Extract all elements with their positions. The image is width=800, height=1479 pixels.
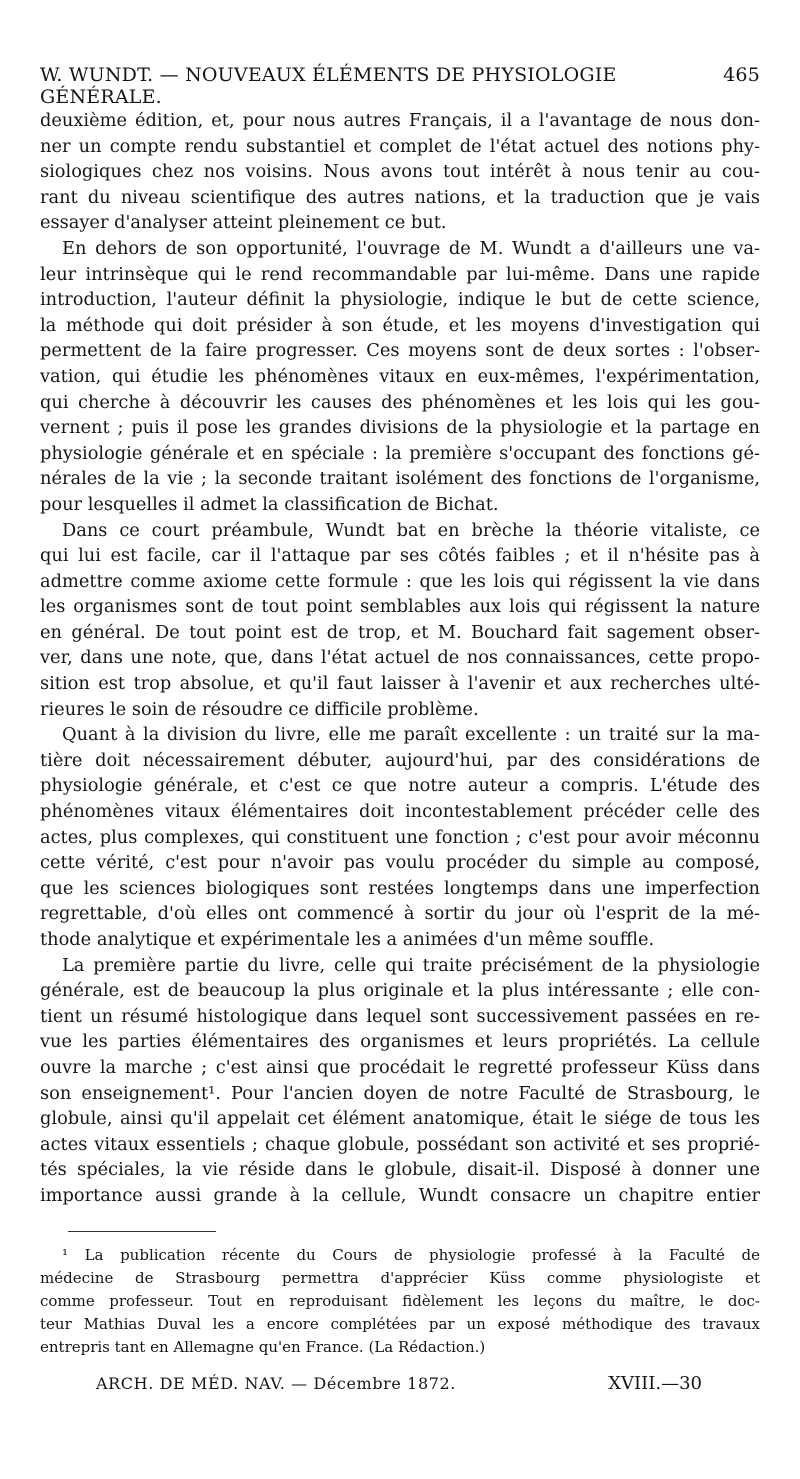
text-line: rieures le soin de résoudre ce difficile problème.: [40, 698, 479, 720]
text-line: vernent ; puis il pose les grandes divisions de la physiologie et la partage en: [40, 417, 760, 439]
text-line: leur intrinsèque qui le rend recommandable par lui-même. Dans une rapide: [40, 263, 760, 285]
text-line: importance aussi grande à la cellule, Wundt consacre un chapitre entier: [40, 1184, 760, 1206]
page-footer: [40, 1373, 760, 1394]
text-line: que les sciences biologiques sont restées longtemps dans une imperfection: [40, 877, 760, 899]
footnote: [40, 1244, 760, 1359]
text-line: tés spéciales, la vie réside dans le globule, disait-il. Disposé à donner une: [40, 1159, 760, 1181]
text-line: en général. De tout point est de trop, et M. Bouchard fait sagement obser-: [40, 621, 760, 643]
text-line: En dehors de son opportunité, l'ouvrage de M. Wundt a d'ailleurs une va-: [62, 237, 760, 259]
text-line: thode analytique et expérimentale les a animées d'un même souffle.: [40, 929, 655, 950]
text-line: physiologie générale et en spéciale : la première s'occupant des fonctions gé-: [40, 442, 760, 464]
page-number: 465: [723, 64, 760, 86]
text-line: Dans ce court préambule, Wundt bat en brèche la théorie vitaliste, ce: [62, 519, 760, 541]
footnote-rule: [68, 1231, 216, 1232]
text-line: ouvre la marche ; c'est ainsi que procédait le regretté professeur Küss dans: [40, 1056, 760, 1078]
text-line: admettre comme axiome cette formule : que les lois qui régissent la vie dans: [40, 570, 760, 592]
journal-reference: ARCH. DE MÉD. NAV. — Décembre 1872.: [96, 1373, 456, 1393]
text-line: actes, plus complexes, qui constituent une fonction ; c'est pour avoir méconnu: [40, 826, 760, 848]
text-line: sition est trop absolue, et qu'il faut laisser à l'avenir et aux recherches ulté-: [40, 673, 760, 695]
body-text: [40, 108, 760, 1209]
running-header: [40, 64, 760, 108]
text-line: son enseignement¹. Pour l'ancien doyen de notre Faculté de Strasbourg, le: [40, 1082, 760, 1104]
text-line: introduction, l'auteur définit la physiologie, indique le but de cette science,: [40, 289, 760, 311]
text-line: qui cherche à découvrir les causes des phénomènes et les lois qui les gou-: [40, 391, 760, 413]
text-line: tière doit nécessairement débuter, aujourd'hui, par des considérations de: [40, 749, 760, 771]
text-line: deuxième édition, et, pour nous autres Français, il a l'avantage de nous don-: [40, 110, 760, 131]
text-line: ner un compte rendu substantiel et complet de l'état actuel des notions phy-: [40, 135, 760, 157]
text-line: vue les parties élémentaires des organismes et leurs propriétés. La cellule: [40, 1031, 760, 1053]
text-line: La première partie du livre, celle qui traite précisément de la physiologie: [62, 954, 760, 976]
running-title: W. WUNDT. — NOUVEAUX ÉLÉMENTS DE PHYSIOLOGIE GÉNÉRALE.: [40, 64, 617, 108]
text-line: phénomènes vitaux élémentaires doit incontestablement précéder celle des: [40, 801, 760, 823]
text-line: nérales de la vie ; la seconde traitant isolément des fonctions de l'organisme,: [40, 468, 760, 490]
text-line: la méthode qui doit présider à son étude, et les moyens d'investigation qui: [40, 314, 760, 336]
text-line: tient un résumé histologique dans lequel sont successivement passées en re-: [40, 1005, 760, 1027]
text-line: cette vérité, c'est pour n'avoir pas voulu procéder du simple au composé,: [40, 852, 760, 874]
text-line: qui lui est facile, car il l'attaque par ses côtés faibles ; et il n'hésite pas à: [40, 545, 760, 567]
text-line: pour lesquelles il admet la classification de Bichat.: [40, 493, 499, 515]
text-line: actes vitaux essentiels ; chaque globule, possédant son activité et ses proprié-: [40, 1133, 760, 1155]
text-line: siologiques chez nos voisins. Nous avons tout intérêt à nous tenir au cou-: [40, 161, 760, 183]
footnote-line: comme professeur. Tout en reproduisant fidèlement les leçons du maître, le doc-: [40, 1291, 760, 1310]
text-line: physiologie générale, et c'est ce que notre auteur a compris. L'étude des: [40, 775, 760, 797]
text-line: vation, qui étudie les phénomènes vitaux en eux-mêmes, l'expérimentation,: [40, 365, 760, 387]
footnote-line: médecine de Strasbourg permettra d'apprécier Küss comme physiologiste et: [40, 1268, 760, 1287]
footnote-line: ¹ La publication récente du Cours de physiologie professé à la Faculté de: [62, 1245, 760, 1264]
text-line: essayer d'analyser atteint pleinement ce but.: [40, 212, 447, 234]
footnote-line: entrepris tant en Allemagne qu'en France. (La Rédaction.): [40, 1337, 486, 1356]
footnote-line: teur Mathias Duval les a encore complétées par un exposé méthodique des travaux: [40, 1314, 760, 1333]
text-line: ver, dans une note, que, dans l'état actuel de nos connaissances, cette propo-: [40, 647, 760, 669]
text-line: globule, ainsi qu'il appelait cet élément anatomique, était le siége de tous les: [40, 1108, 760, 1130]
text-line: regrettable, d'où elles ont commencé à sortir du jour où l'esprit de la mé-: [40, 903, 760, 925]
text-line: les organismes sont de tout point semblables aux lois qui régissent la nature: [40, 596, 760, 618]
text-line: permettent de la faire progresser. Ces moyens sont de deux sortes : l'obser-: [40, 340, 760, 362]
text-line: rant du niveau scientifique des autres nations, et la traduction que je vais: [40, 186, 760, 208]
text-line: Quant à la division du livre, elle me paraît excellente : un traité sur la ma-: [62, 724, 760, 746]
signature-mark: XVIII.—30: [608, 1372, 702, 1394]
text-line: générale, est de beaucoup la plus originale et la plus intéressante ; elle con-: [40, 980, 760, 1002]
